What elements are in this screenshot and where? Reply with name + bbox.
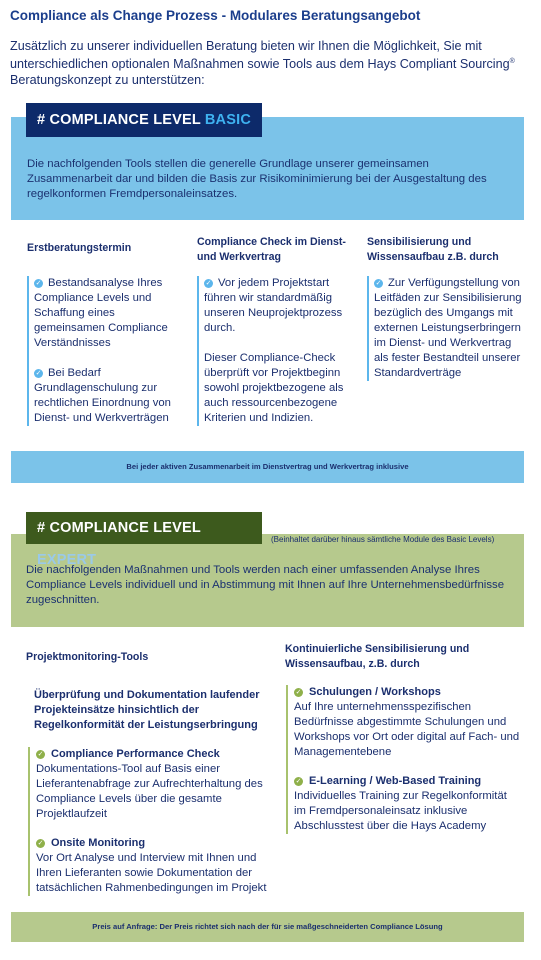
intro-line-3: Beratungskonzept zu unterstützen: [10, 73, 205, 88]
expert-footer-bar: Preis auf Anfrage: Der Preis richtet sich nach der für sie maßgeschneiderten Compliance Lösung [11, 912, 524, 942]
basic-col1-item1: Bestandsanalyse Ihres Compliance Levels und Schaffung eines gemeinsamen Compliance Verständnisses [34, 277, 168, 349]
item-text: Auf Ihre unternehmensspezifischen Bedürfnisse abgestimmte Schulungen und Workshops vor Ort oder digital auf Fach- und Managementebene [294, 701, 520, 758]
list-item [34, 276, 179, 351]
expert-left-list [28, 747, 278, 896]
expert-left-subheading: Überprüfung und Dokumentation laufender Projekteinsätze hinsichtlich der Regelkonformität der Leistungserbringung [34, 689, 260, 731]
expert-header-prefix: # COMPLIANCE LEVEL [37, 520, 201, 536]
list-item [294, 685, 521, 760]
check-icon: ✓ [35, 370, 42, 377]
expert-header-accent: EXPERT [37, 552, 97, 568]
expert-note: (Beinhaltet darüber hinaus sämtliche Module des Basic Levels) [271, 535, 495, 544]
list-item [374, 276, 527, 381]
item-text: Individuelles Training zur Regelkonformität im Fremdpersonaleinsatz inklusive Abschlusstest über die Hays Academy [294, 790, 507, 832]
expert-right-list [286, 685, 521, 834]
intro-text [10, 38, 530, 88]
basic-col3-list [367, 276, 527, 381]
basic-col2-item2: Dieser Compliance-Check überprüft vor Projektbeginn sowohl projektbezogene als auch ressourcenbezogene Kriterien und Indizien. [204, 352, 344, 424]
list-item [204, 276, 355, 336]
basic-col1-heading: Erstberatungstermin [27, 242, 132, 254]
basic-col3-item1: Zur Verfügungstellung von Leitfäden zur Sensibilisierung bezüglich des Umgangs mit externen Leistungserbringern im Dienst- und Werkvertrag als fester Bestandteil unserer Standardverträge [374, 277, 522, 379]
item-text: Dokumentations-Tool auf Basis einer Lieferantenabfrage zur Aufrechterhaltung des Compliance Levels über die gesamte Projektlaufzeit [36, 763, 263, 820]
intro-line-2: unterschiedlichen optionalen Maßnahmen sowie Tools aus dem Hays Compliant Sourcing [10, 57, 510, 72]
list-item [294, 774, 521, 834]
basic-header-accent: BASIC [204, 112, 252, 128]
item-text: Vor Ort Analyse und Interview mit Ihnen und Ihren Lieferanten sowie Dokumentation der tatsächlichen Rahmenbedingungen im Projekt [36, 852, 267, 894]
check-icon: ✓ [375, 280, 382, 287]
page-title: Compliance als Change Prozess - Modulares Beratungsangebot [10, 8, 421, 23]
basic-footer-bar: Bei jeder aktiven Zusammenarbeit im Dienstvertrag und Werkvertrag inklusive [11, 451, 524, 483]
item-title: Schulungen / Workshops [309, 686, 441, 698]
check-icon: ✓ [37, 840, 44, 847]
basic-col2-list [197, 276, 355, 426]
item-title: Compliance Performance Check [51, 748, 220, 760]
check-icon: ✓ [295, 689, 302, 696]
basic-col1-item2: Bei Bedarf Grundlagenschulung zur rechtlichen Einordnung von Dienst- und Werkverträgen [34, 367, 171, 424]
basic-col2-item1: Vor jedem Projektstart führen wir standardmäßig unseren Neuprojektprozess durch. [204, 277, 343, 334]
basic-col2-heading: Compliance Check im Dienst- und Werkvertrag [197, 236, 346, 263]
check-icon: ✓ [35, 280, 42, 287]
basic-level-header [26, 103, 262, 137]
list-item [204, 351, 355, 426]
expert-left-heading: Projektmonitoring-Tools [26, 651, 149, 663]
expert-right-heading: Kontinuierliche Sensibilisierung und Wissensaufbau, z.B. durch [285, 643, 470, 670]
item-title: Onsite Monitoring [51, 837, 146, 849]
check-icon: ✓ [205, 280, 212, 287]
item-title: E-Learning / Web-Based Training [309, 775, 482, 787]
check-icon: ✓ [295, 778, 302, 785]
registered-mark: ® [509, 58, 515, 65]
expert-description: Die nachfolgenden Maßnahmen und Tools werden nach einer umfassenden Analyse Ihres Compliance Levels individuell und in Abstimmung mit Ihnen auf Ihre Unternehmensbedürfnisse zugeschnitten. [26, 564, 505, 606]
list-item [36, 747, 278, 822]
basic-description: Die nachfolgenden Tools stellen die generelle Grundlage unserer gemeinsamen Zusammenarbeit dar und bilden die Basis zur Risikominimierung bei der Ausgestaltung des regelkonformen Fremdpersonaleinsatzes. [27, 158, 487, 200]
basic-col1-list [27, 276, 179, 426]
check-icon: ✓ [37, 751, 44, 758]
list-item [36, 836, 278, 896]
basic-header-prefix: # COMPLIANCE LEVEL [37, 112, 205, 128]
basic-col3-heading: Sensibilisierung und Wissensaufbau z.B. durch [367, 236, 499, 263]
intro-line-1: Zusätzlich zu unserer individuellen Beratung bieten wir Ihnen die Möglichkeit, Sie mit [10, 39, 482, 53]
list-item [34, 366, 179, 426]
expert-level-header [26, 512, 262, 568]
